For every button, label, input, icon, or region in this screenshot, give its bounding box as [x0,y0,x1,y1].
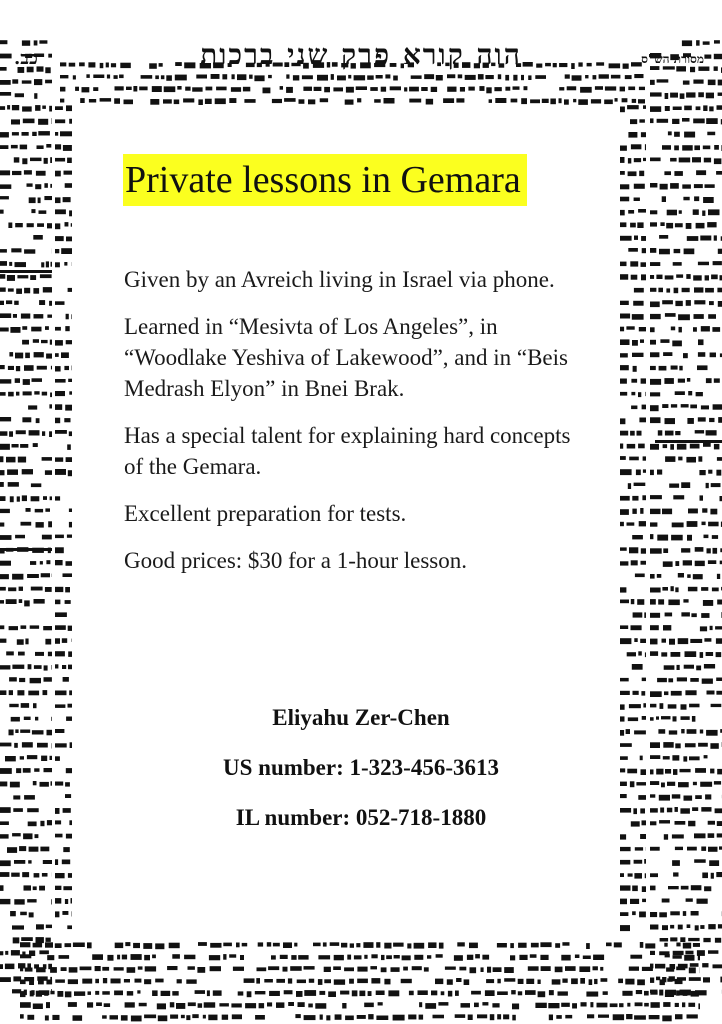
headline: Private lessons in Gemara [125,159,521,201]
paragraph-talent: Has a special talent for explaining hard concepts of the Gemara. [124,423,571,479]
header-margin-label: מסורת הש"ס [641,52,704,66]
contact-block [76,693,646,843]
contact-name: Eliyahu Zer-Chen [272,705,450,730]
paragraph-preparation: Excellent preparation for tests. [124,501,407,526]
paragraph-learned-in: Learned in “Mesivta of Los Angeles”, in “Woodlake Yeshiva of Lakewood”, and in “Beis Medrash Elyon” in Bnei Brak. [124,314,568,401]
header-title: הוה קורא פרק שני ברכות [200,38,522,71]
contact-us-number: US number: 1-323-456-3613 [223,755,499,780]
header-page-number: כב. [14,48,38,69]
paragraph-prices: Good prices: $30 for a 1-hour lesson. [124,548,468,573]
paragraph-given-by: Given by an Avreich living in Israel via phone. [124,267,555,292]
page-header [0,18,722,71]
contact-il-number: IL number: 052-718-1880 [235,805,487,830]
headline-highlight [123,154,527,206]
ad-body [124,264,594,592]
